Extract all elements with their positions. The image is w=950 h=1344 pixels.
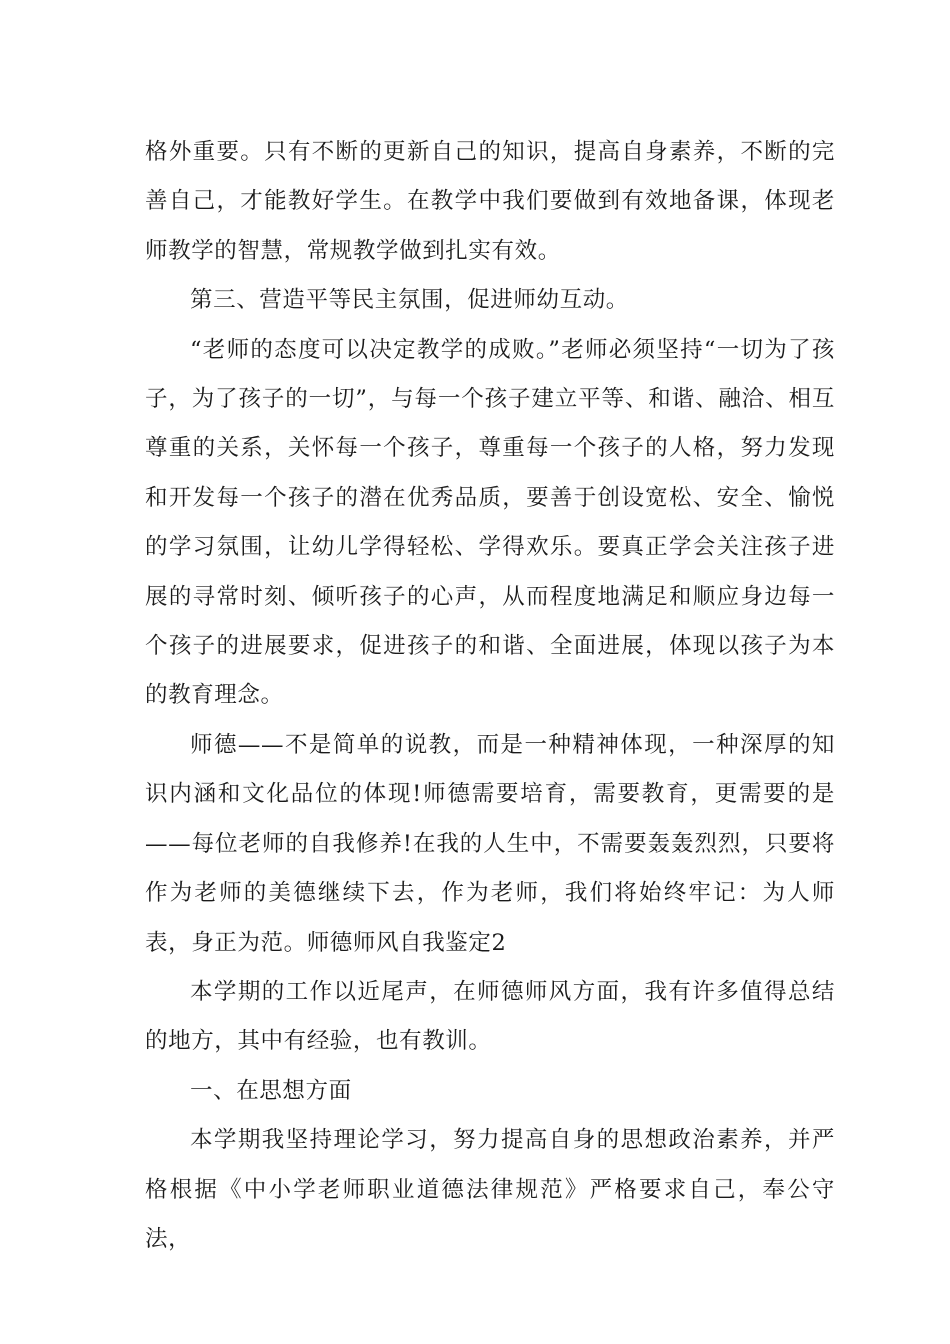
paragraph-theory-study: 本学期我坚持理论学习，努力提高自身的思想政治素养，并严格根据《中小学老师职业道德法律规范》严格要求自己，奉公守法， <box>145 1127 835 1252</box>
paragraph-semester-summary: 本学期的工作以近尾声，在师德师风方面，我有许多值得总结的地方，其中有经验，也有教训。 <box>145 978 835 1055</box>
document-body <box>145 128 835 1264</box>
paragraph-heading-third: 第三、营造平等民主氛围，促进师幼互动。 <box>190 287 629 314</box>
paragraph-teacher-attitude: “老师的态度可以决定教学的成败。”老师必须坚持“一切为了孩子，为了孩子的一切”，与每一个孩子建立平等、和谐、融洽、相互尊重的关系，关怀每一个孩子，尊重每一个孩子的人格，努力发现和开发每一个孩子的潜在优秀品质，要善于创设宽松、安全、愉悦的学习氛围，让幼儿学得轻松、学得欢乐。要真正学会关注孩子进展的寻常时刻、倾听孩子的心声，从而程度地满足和顺应身边每一个孩子的进展要求，促进孩子的和谐、全面进展，体现以孩子为本的教育理念。 <box>145 336 835 709</box>
paragraph-continuation: 格外重要。只有不断的更新自己的知识，提高自身素养，不断的完善自己，才能教好学生。在教学中我们要做到有效地备课，体现老师教学的智慧，常规教学做到扎实有效。 <box>145 139 835 264</box>
paragraph-teacher-ethics: 师德——不是简单的说教，而是一种精神体现，一种深厚的知识内涵和文化品位的体现!师德需要培育，需要教育，更需要的是——每位老师的自我修养!在我的人生中，不需要轰轰烈烈，只要将作为老师的美德继续下去，作为老师，我们将始终牢记：为人师表，身正为范。师德师风自我鉴定2 <box>145 731 835 956</box>
paragraph-heading-thought: 一、在思想方面 <box>190 1077 352 1104</box>
